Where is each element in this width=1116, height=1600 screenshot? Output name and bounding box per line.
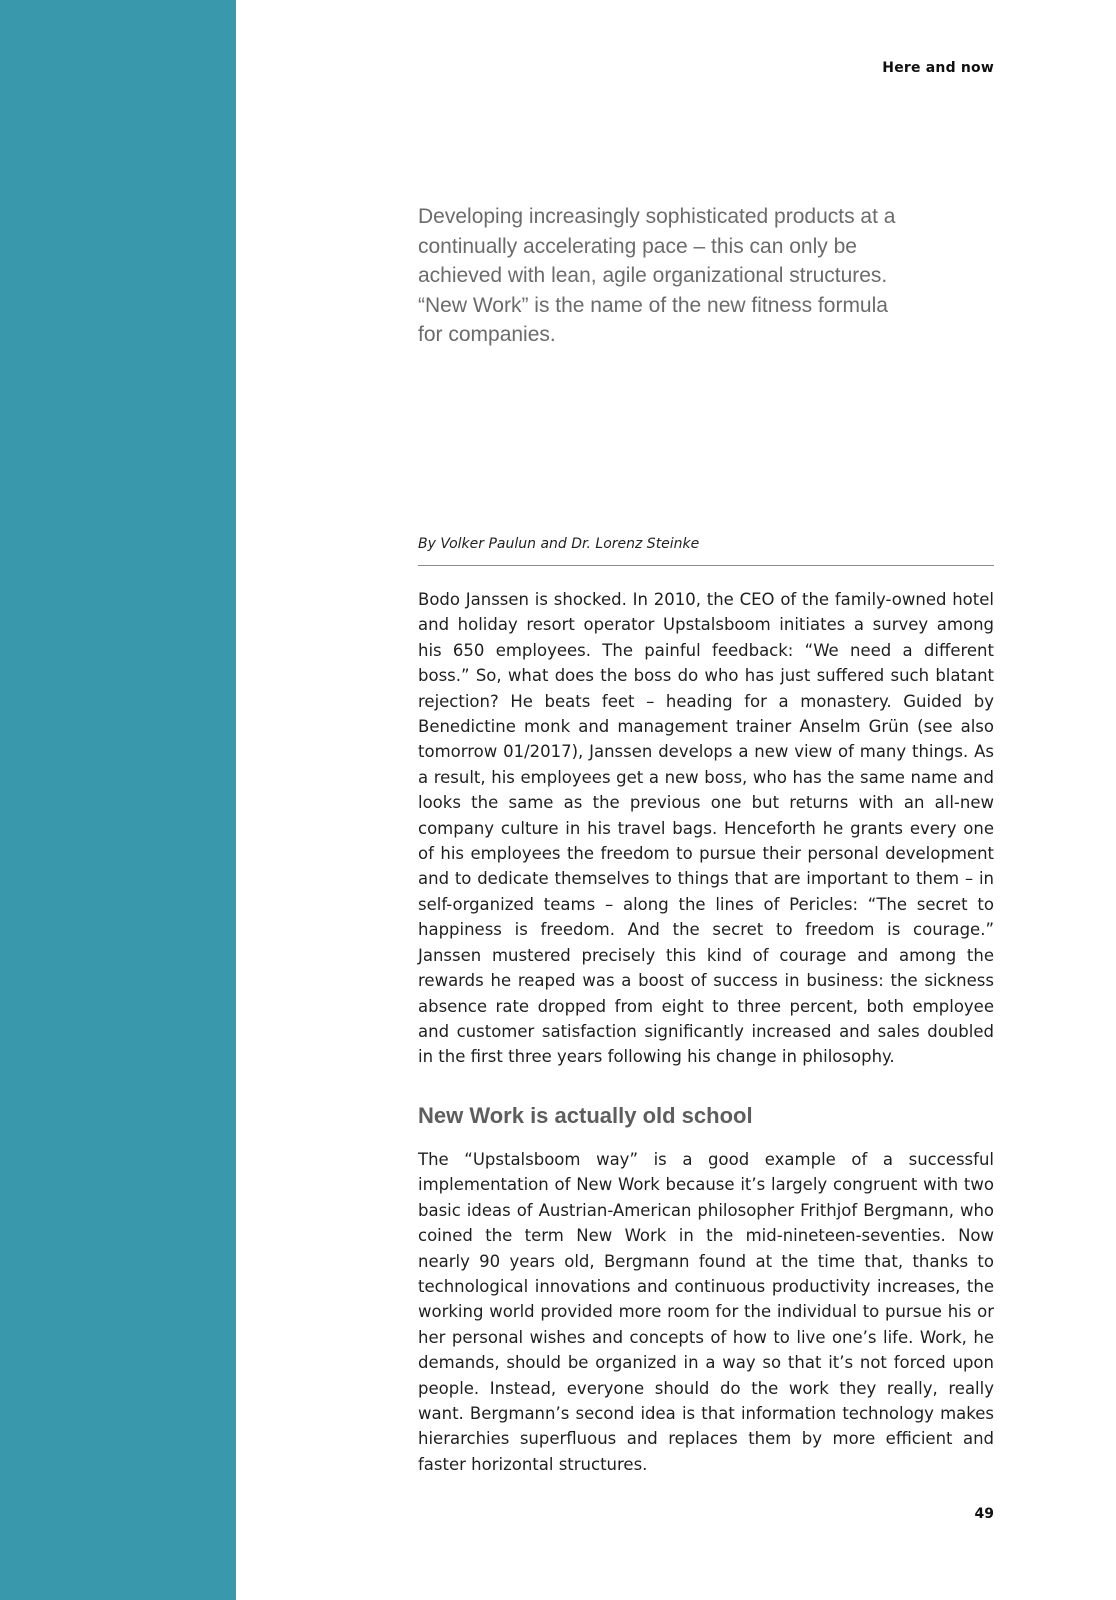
- body-paragraph-2: The “Upstalsboom way” is a good example of a successful implementation of New Work because it’s largely congruent with two basic ideas of Austrian-American philosopher Frithjof Bergmann, who coined the term New Work in the mid-nineteen-seventies. Now nearly 90 years old, Bergmann found at the time that, thanks to technological innovations and continuous productivity increases, the working world provided more room for the individual to pursue his or her personal wishes and concepts of how to live one’s life. Work, he demands, should be organized in a way so that it’s not forced upon people. Instead, everyone should do the work they really, really want. Bergmann’s second idea is that information technology makes hierarchies superfluous and replaces them by more efficient and faster horizontal structures.: [418, 1150, 994, 1474]
- side-color-band: [0, 0, 236, 1600]
- article-byline: By Volker Paulun and Dr. Lorenz Steinke: [418, 536, 700, 552]
- byline-divider: [418, 565, 994, 566]
- section-subheading: New Work is actually old school: [418, 1103, 753, 1128]
- body-paragraph-1: Bodo Janssen is shocked. In 2010, the CEO of the family-owned hotel and holiday resort operator Upstalsboom initiates a survey among his 650 employees. The painful feedback: “We need a different boss.” So, what does the boss do who has just suffered such blatant rejection? He beats feet – heading for a monastery. Guided by Benedictine monk and management trainer Anselm Grün (see also tomorrow 01/2017), Janssen develops a new view of many things. As a result, his employees get a new boss, who has the same name and looks the same as the previous one but returns with an all-new company culture in his travel bags. Henceforth he grants every one of his employees the freedom to pursue their personal development and to dedicate themselves to things that are important to them – in self-organized teams – along the lines of Pericles: “The secret to happiness is freedom. And the secret to freedom is courage.” Janssen mustered precisely this kind of courage and among the rewards he reaped was a boost of success in business: the sickness absence rate dropped from eight to three percent, both employee and customer satisfaction significantly increased and sales doubled in the first three years following his change in philosophy.: [418, 590, 994, 1067]
- running-head: Here and now: [882, 60, 994, 76]
- article-lead: Developing increasingly sophisticated products at a continually accelerating pace – this can only be achieved with lean, agile organizational structures. “New Work” is the name of the new fitness formula for companies.: [418, 205, 896, 347]
- page-number: 49: [974, 1506, 994, 1522]
